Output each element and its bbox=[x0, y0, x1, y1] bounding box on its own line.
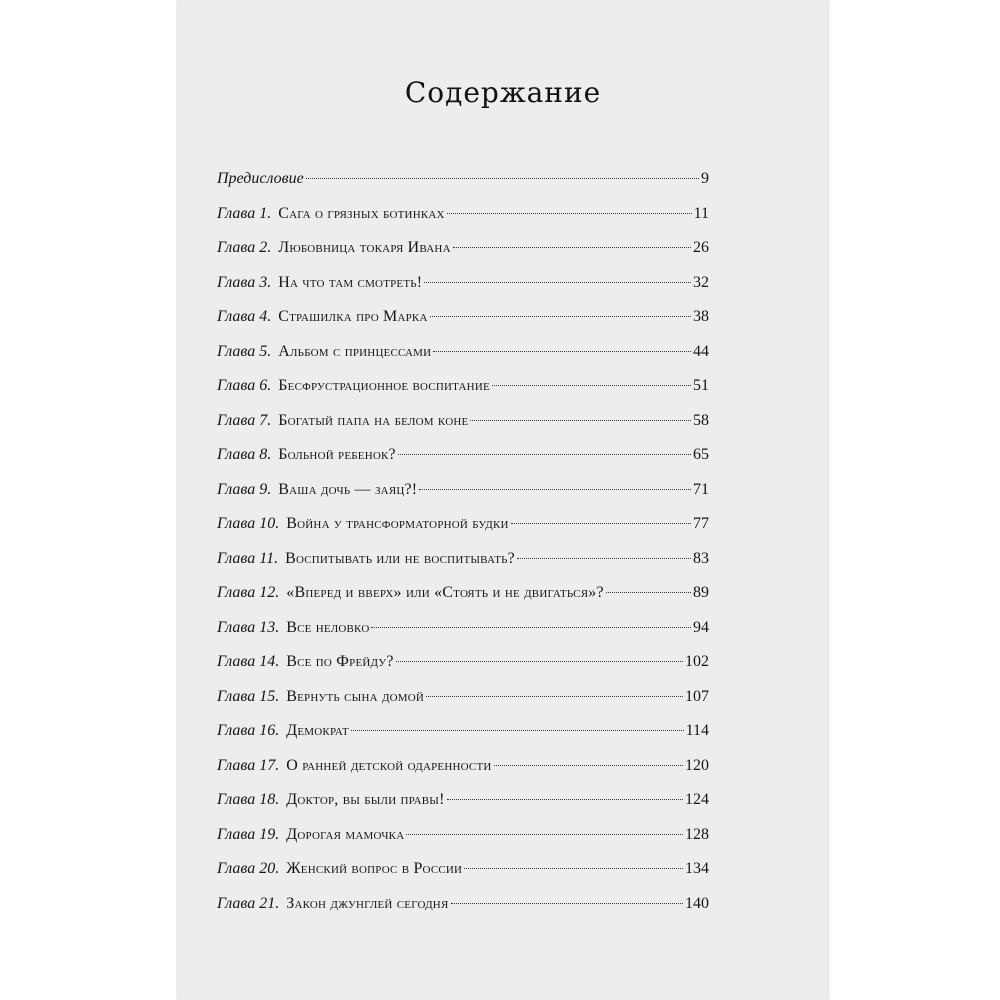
chapter-label: Глава 21. bbox=[217, 894, 280, 912]
chapter-title: Все по Фрейду? bbox=[286, 653, 394, 670]
chapter-title: Ваша дочь — заяц?! bbox=[278, 480, 418, 498]
dot-leader bbox=[447, 213, 692, 214]
toc-entry bbox=[217, 170, 709, 205]
chapter-title: Страшилка про Марка bbox=[278, 308, 428, 325]
page-number: 140 bbox=[685, 894, 709, 912]
chapter-title: Доктор, вы были правы! bbox=[286, 791, 445, 808]
chapter-title: Демократ bbox=[286, 722, 349, 739]
chapter-label: Глава 2. bbox=[217, 239, 272, 256]
dot-leader bbox=[517, 558, 691, 559]
chapter-label: Глава 11. bbox=[217, 549, 279, 567]
dot-leader bbox=[470, 420, 691, 421]
toc-entry bbox=[217, 515, 709, 550]
toc-entry bbox=[217, 481, 709, 516]
dot-leader bbox=[351, 730, 684, 731]
chapter-label: Глава 13. bbox=[217, 618, 280, 636]
dot-leader bbox=[494, 765, 683, 766]
toc-entry bbox=[217, 205, 709, 240]
page-number: 71 bbox=[693, 480, 709, 498]
chapter-title: Женский вопрос в России bbox=[286, 860, 463, 877]
chapter-title: «Вперед и вверх» или «Стоять и не двигаться»? bbox=[286, 584, 604, 601]
toc-entry bbox=[217, 274, 709, 309]
toc-entry bbox=[217, 584, 709, 619]
page-number: 120 bbox=[685, 756, 709, 774]
chapter-label: Глава 10. bbox=[217, 515, 280, 532]
chapter-title: Богатый папа на белом коне bbox=[278, 411, 469, 429]
chapter-title: Война у трансформаторной будки bbox=[286, 515, 509, 532]
page-number: 65 bbox=[693, 446, 709, 463]
chapter-label: Глава 12. bbox=[217, 584, 280, 601]
toc-entry bbox=[217, 446, 709, 481]
dot-leader bbox=[371, 627, 691, 628]
dot-leader bbox=[419, 489, 691, 490]
toc-entry bbox=[217, 308, 709, 343]
chapter-title: На что там смотреть! bbox=[278, 273, 423, 291]
chapter-title: Любовница токаря Ивана bbox=[278, 239, 451, 256]
dot-leader bbox=[398, 454, 691, 455]
toc-entry bbox=[217, 826, 709, 861]
page-number: 58 bbox=[693, 411, 709, 429]
toc-entry bbox=[217, 757, 709, 792]
page-number: 107 bbox=[685, 687, 709, 705]
chapter-label: Глава 9. bbox=[217, 480, 272, 498]
chapter-title: Больной ребенок? bbox=[278, 446, 396, 463]
dot-leader bbox=[453, 247, 691, 248]
page-number: 102 bbox=[685, 653, 709, 670]
toc-entry bbox=[217, 377, 709, 412]
chapter-label: Глава 14. bbox=[217, 653, 280, 670]
dot-leader bbox=[492, 385, 691, 386]
chapter-label: Глава 1. bbox=[217, 204, 272, 222]
dot-leader bbox=[511, 523, 691, 524]
dot-leader bbox=[464, 868, 683, 869]
toc-entry bbox=[217, 550, 709, 585]
chapter-label: Глава 6. bbox=[217, 377, 272, 394]
chapter-title: Все неловко bbox=[286, 618, 370, 636]
page-number: 89 bbox=[693, 584, 709, 601]
toc-entry bbox=[217, 688, 709, 723]
chapter-label: Глава 8. bbox=[217, 446, 272, 463]
page-number: 9 bbox=[701, 170, 709, 187]
dot-leader bbox=[426, 696, 683, 697]
chapter-label: Глава 19. bbox=[217, 825, 280, 843]
chapter-label: Глава 5. bbox=[217, 342, 272, 360]
dot-leader bbox=[406, 834, 683, 835]
chapter-title: Дорогая мамочка bbox=[286, 825, 405, 843]
dot-leader bbox=[451, 903, 684, 904]
page-number: 51 bbox=[693, 377, 709, 394]
dot-leader bbox=[306, 178, 699, 179]
page-title: Содержание bbox=[404, 76, 602, 109]
toc-entry bbox=[217, 653, 709, 688]
page-number: 128 bbox=[685, 825, 709, 843]
chapter-title: Воспитывать или не воспитывать? bbox=[285, 549, 515, 567]
chapter-label: Глава 4. bbox=[217, 308, 272, 325]
toc-entry bbox=[217, 412, 709, 447]
chapter-label: Глава 3. bbox=[217, 273, 272, 291]
page-number: 134 bbox=[685, 860, 709, 877]
chapter-title: О ранней детской одаренности bbox=[286, 756, 492, 774]
chapter-label: Глава 7. bbox=[217, 411, 272, 429]
table-of-contents bbox=[217, 170, 709, 929]
dot-leader bbox=[430, 316, 691, 317]
toc-entry bbox=[217, 860, 709, 895]
page-number: 38 bbox=[693, 308, 709, 325]
dot-leader bbox=[424, 282, 691, 283]
chapter-label: Глава 17. bbox=[217, 756, 280, 774]
chapter-title: Предисловие bbox=[217, 170, 304, 187]
toc-entry bbox=[217, 895, 709, 930]
page-number: 11 bbox=[693, 204, 709, 222]
chapter-label: Глава 15. bbox=[217, 687, 280, 705]
page-number: 94 bbox=[693, 618, 709, 636]
chapter-title: Вернуть сына домой bbox=[286, 687, 425, 705]
toc-entry bbox=[217, 722, 709, 757]
toc-entry bbox=[217, 791, 709, 826]
page-number: 44 bbox=[693, 342, 709, 360]
page-number: 26 bbox=[693, 239, 709, 256]
toc-entry bbox=[217, 239, 709, 274]
dot-leader bbox=[396, 661, 683, 662]
chapter-label: Глава 20. bbox=[217, 860, 280, 877]
page-number: 32 bbox=[693, 273, 709, 291]
chapter-title: Закон джунглей сегодня bbox=[286, 894, 449, 912]
dot-leader bbox=[433, 351, 691, 352]
page-number: 83 bbox=[693, 549, 709, 567]
chapter-title: Бесфрустрационное воспитание bbox=[278, 377, 490, 394]
chapter-title: Сага о грязных ботинках bbox=[278, 204, 445, 222]
dot-leader bbox=[447, 799, 683, 800]
dot-leader bbox=[606, 592, 691, 593]
chapter-label: Глава 16. bbox=[217, 722, 280, 739]
chapter-label: Глава 18. bbox=[217, 791, 280, 808]
page-number: 124 bbox=[685, 791, 709, 808]
page-number: 77 bbox=[693, 515, 709, 532]
page-number: 114 bbox=[685, 722, 709, 739]
book-page bbox=[178, 0, 828, 1000]
toc-entry bbox=[217, 343, 709, 378]
toc-entry bbox=[217, 619, 709, 654]
chapter-title: Альбом с принцессами bbox=[278, 342, 432, 360]
